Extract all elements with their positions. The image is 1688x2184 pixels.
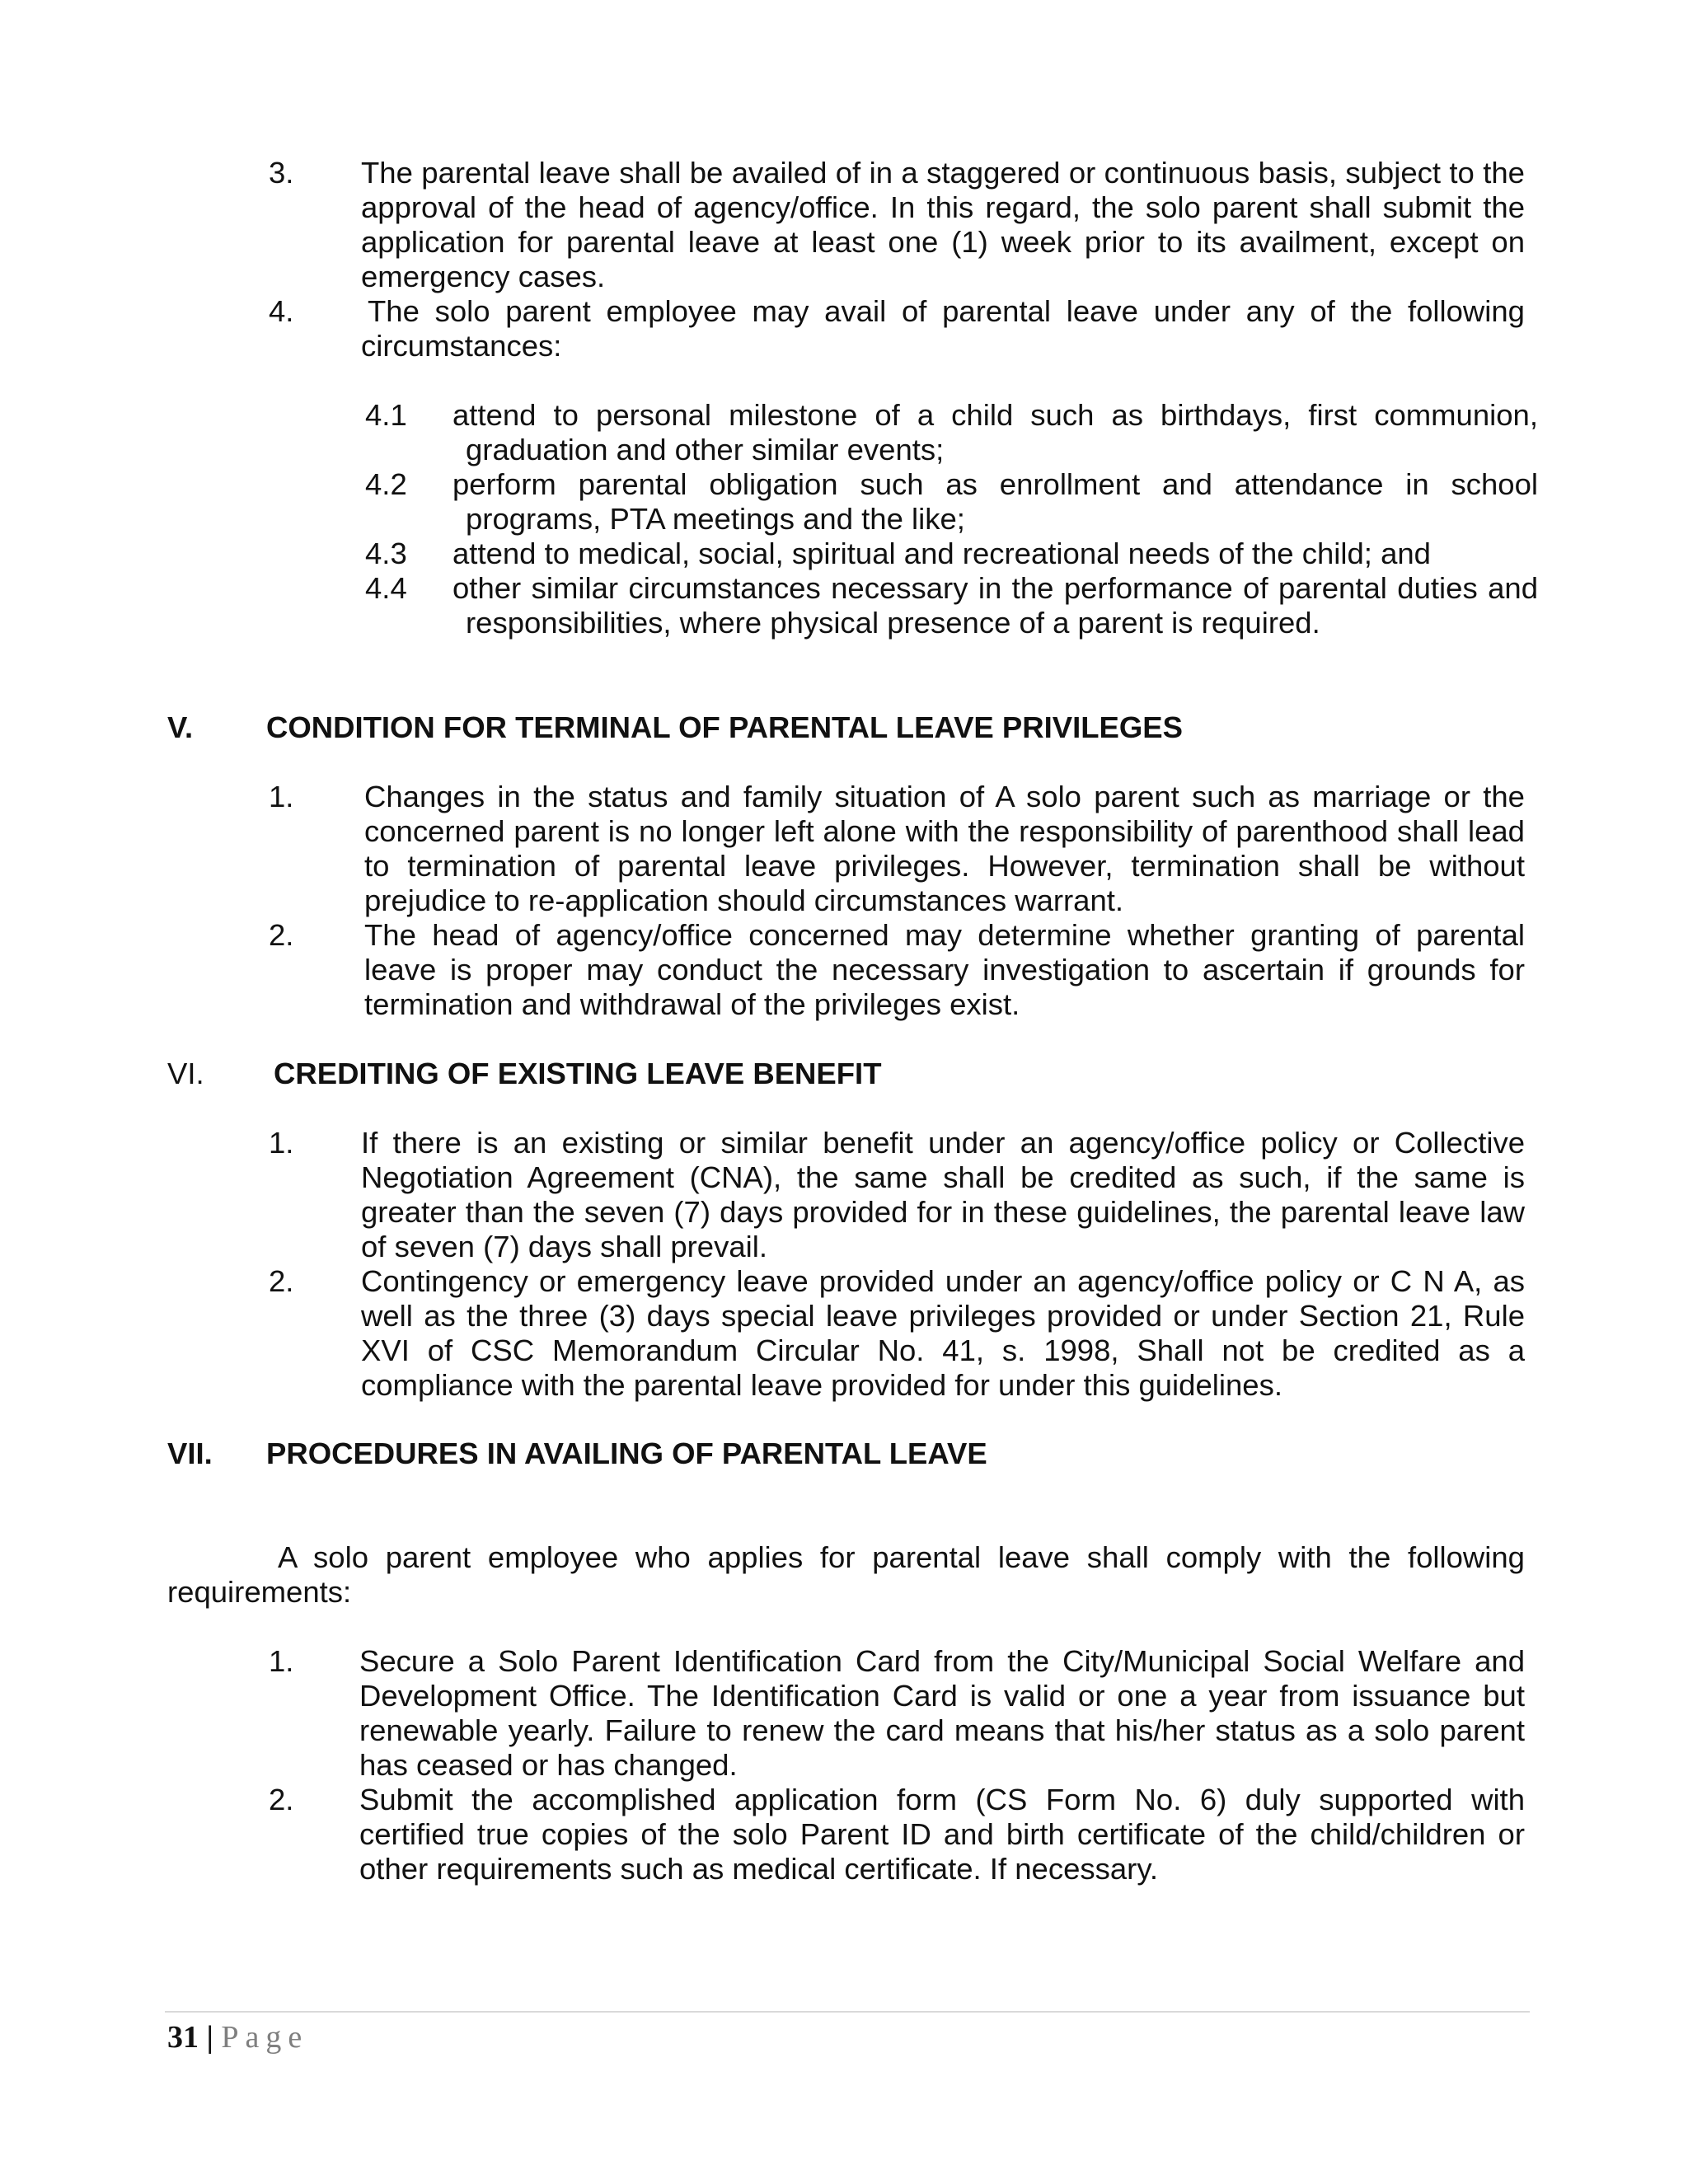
list-number: 1.	[269, 1126, 294, 1160]
section-heading: CONDITION FOR TERMINAL OF PARENTAL LEAVE PRIVILEGES	[266, 710, 1183, 744]
list-number: 2.	[269, 1264, 294, 1298]
list-item-text: Secure a Solo Parent Identification Card from the City/Municipal Social Welfare and Development Office. The Identification Card is valid or one a year from issuance but renewable yearly. Failure to renew the card means that his/her status as a solo parent has ceased or has changed.	[359, 1644, 1525, 1782]
page-footer	[167, 2019, 308, 2055]
sub-list-item-text: perform parental obligation such as enrollment and attendance in school programs, PTA meetings and the like;	[452, 467, 1538, 536]
list-number: 2.	[269, 918, 294, 952]
list-number: 1.	[269, 1644, 294, 1678]
section-number: VI.	[167, 1057, 204, 1090]
section-heading: PROCEDURES IN AVAILING OF PARENTAL LEAVE	[266, 1436, 987, 1470]
sub-list-item-text: attend to medical, social, spiritual and recreational needs of the child; and	[452, 537, 1431, 570]
sub-list-number: 4.1	[365, 398, 407, 432]
section-number: VII.	[167, 1436, 213, 1470]
section-number: V.	[167, 710, 194, 744]
sub-list-number: 4.2	[365, 467, 407, 501]
footer-divider	[165, 2011, 1530, 2013]
list-number: 3.	[269, 156, 294, 190]
list-number: 2.	[269, 1783, 294, 1816]
list-number: 4.	[269, 294, 294, 328]
sub-list-item-text: other similar circumstances necessary in the performance of parental duties and responsibilities, where physical presence of a parent is required.	[452, 571, 1538, 640]
list-number: 1.	[269, 780, 294, 813]
section-intro-paragraph: A solo parent employee who applies for parental leave shall comply with the following requirements:	[167, 1540, 1525, 1609]
sub-list-number: 4.4	[365, 571, 407, 605]
list-item-text: Submit the accomplished application form (CS Form No. 6) duly supported with certified true copies of the solo Parent ID and birth certificate of the child/children or other requirements such as medical certificate. If necessary.	[359, 1783, 1525, 1886]
list-item-text: Changes in the status and family situation of A solo parent such as marriage or the concerned parent is no longer left alone with the responsibility of parenthood shall lead to termination of parental leave privileges. However, termination shall be without prejudice to re-application should circumstances warrant.	[364, 780, 1525, 917]
sub-list-number: 4.3	[365, 537, 407, 570]
page-number: 31	[167, 2020, 199, 2055]
list-item-text: The solo parent employee may avail of parental leave under any of the following circumstances:	[361, 294, 1525, 363]
footer-separator: |	[206, 2020, 213, 2055]
sub-list-item-text: attend to personal milestone of a child such as birthdays, first communion, graduation and other similar events;	[452, 398, 1538, 466]
list-item-text: The head of agency/office concerned may determine whether granting of parental leave is proper may conduct the necessary investigation to ascertain if grounds for termination and withdrawal of the privileges exist.	[364, 918, 1525, 1021]
list-item-text: Contingency or emergency leave provided under an agency/office policy or C N A, as well as the three (3) days special leave privileges provided or under Section 21, Rule XVI of CSC Memorandum Circular No. 41, s. 1998, Shall not be credited as a compliance with the parental leave provided for under this guidelines.	[361, 1264, 1525, 1402]
section-heading: CREDITING OF EXISTING LEAVE BENEFIT	[274, 1057, 882, 1090]
list-item-text: If there is an existing or similar benefit under an agency/office policy or Collective Negotiation Agreement (CNA), the same shall be credited as such, if the same is greater than the seven (7) days provided for in these guidelines, the parental leave law of seven (7) days shall prevail.	[361, 1126, 1525, 1263]
list-item-text: The parental leave shall be availed of in a staggered or continuous basis, subject to the approval of the head of agency/office. In this regard, the solo parent shall submit the application for parental leave at least one (1) week prior to its availment, except on emergency cases.	[361, 156, 1525, 293]
page-label: Page	[221, 2020, 309, 2055]
